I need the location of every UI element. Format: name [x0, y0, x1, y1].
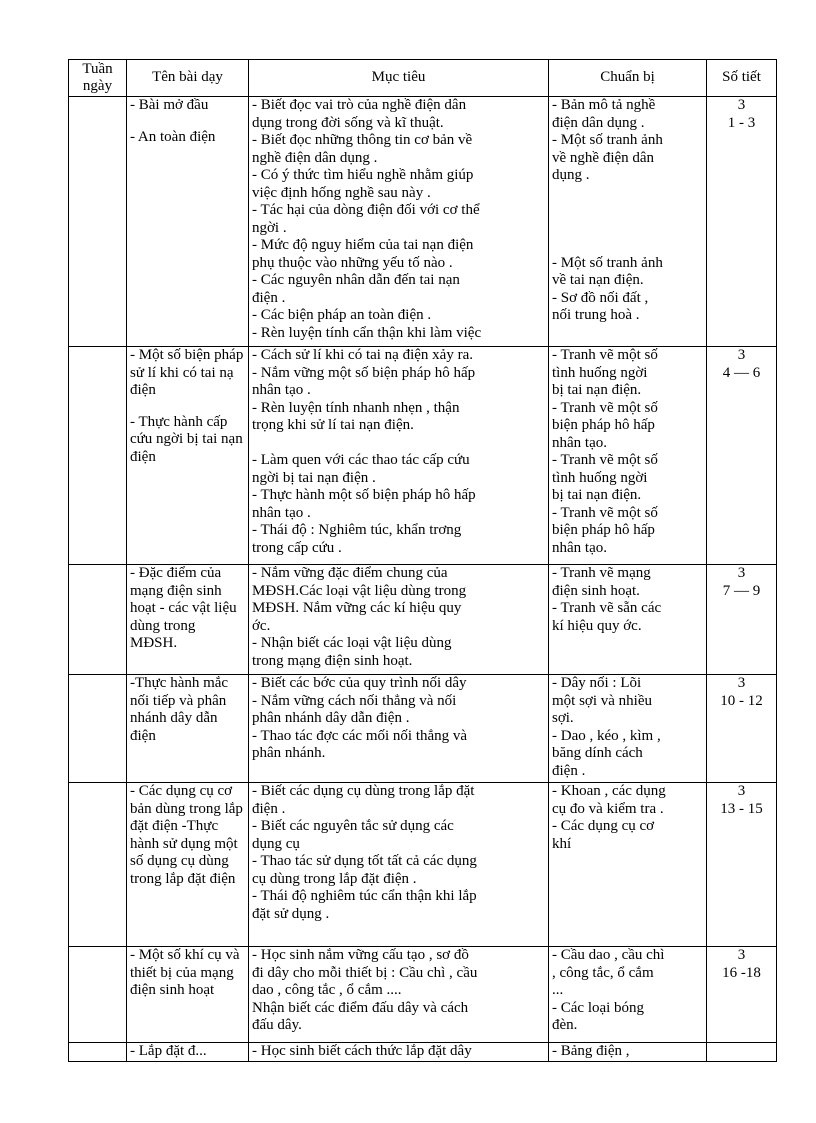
week-cell	[69, 97, 127, 347]
preparation-line: sợi.	[552, 710, 574, 726]
objective-line: - Các nguyên nhân dẫn đến tai nạn	[252, 272, 460, 288]
objective-line: nghề điện dân dụng .	[252, 149, 378, 166]
objective-line: phụ thuộc vào những yếu tố nào .	[252, 254, 453, 271]
objective-line: MĐSH.Các loại vật liệu dùng trong	[252, 582, 467, 599]
preparation-line: - Bản mô tả nghề	[552, 97, 656, 113]
preparation-line: đèn.	[552, 1017, 578, 1033]
preparation-line: - Các dụng cụ cơ	[552, 818, 655, 834]
lesson-cell	[127, 97, 249, 347]
preparation-line: biện pháp hô hấp	[552, 417, 655, 433]
preparation-cell	[549, 565, 707, 675]
lesson-cell	[127, 347, 249, 565]
period-range: 1 - 3	[727, 114, 756, 131]
objective-line: - Học sinh biết cách thức lắp đặt dây	[252, 1043, 472, 1059]
objective-line: - Biết đọc những thông tin cơ bản về	[252, 132, 473, 148]
preparation-line: - Dao , kéo , kìm ,	[552, 727, 661, 744]
objective-line: - Các biện pháp an toàn điện .	[252, 307, 432, 323]
objective-line: dụng cụ	[252, 835, 300, 852]
lesson-plan-table	[68, 59, 777, 1062]
objective-line: - Nắm vững một số biện pháp hô hấp	[252, 364, 476, 381]
preparation-line: - Cầu dao , cầu chì	[552, 947, 665, 963]
preparation-line: - Tranh vẽ sẵn các	[552, 600, 662, 616]
table-row	[69, 783, 777, 947]
preparation-cell	[549, 1043, 707, 1062]
objectives-cell	[249, 675, 549, 783]
preparation-line: nhân tạo.	[552, 539, 607, 556]
preparation-line: bị tai nạn điện.	[552, 382, 642, 398]
table-body	[69, 97, 777, 1062]
preparation-line: một sợi và nhiều	[552, 692, 653, 709]
preparation-line: - Bảng điện ,	[552, 1043, 630, 1059]
preparation-cell	[549, 783, 707, 947]
period-range: 4 — 6	[722, 364, 761, 381]
objective-line: - Thao tác đợc các mối nối thẳng và	[252, 727, 468, 744]
preparation-line: điện .	[552, 762, 586, 779]
preparation-line: khí	[552, 835, 572, 852]
period-count: 3	[737, 783, 746, 799]
week-cell	[69, 565, 127, 675]
objective-line: - Rèn luyện tính nhanh nhẹn , thận	[252, 399, 460, 416]
lesson-title: - Đặc điểm của mạng điện sinh hoạt - các vật liệu dùng trong MĐSH.	[130, 565, 237, 651]
periods-cell	[707, 347, 777, 565]
objective-line: trong cấp cứu .	[252, 539, 342, 556]
objective-line: ngời bị tai nạn điện .	[252, 469, 376, 486]
objective-line: nhân tạo .	[252, 382, 311, 398]
lesson-cell	[127, 1043, 249, 1062]
objective-line: đi dây cho mỗi thiết bị : Cầu chì , cầu	[252, 964, 478, 981]
objective-line: - Biết các bớc của quy trình nối dây	[252, 675, 467, 691]
preparation-line: - Tranh vẽ mạng	[552, 565, 651, 581]
preparation-cell	[549, 97, 707, 347]
preparation-line: tình huống ngời	[552, 364, 648, 381]
objective-line: - Mức độ nguy hiểm của tai nạn điện	[252, 237, 474, 253]
objective-line: dụng trong đời sống và kĩ thuật.	[252, 114, 444, 131]
lesson-cell	[127, 565, 249, 675]
week-cell	[69, 347, 127, 565]
objective-line: Nhận biết các điểm đấu dây và cách	[252, 999, 469, 1016]
table-row	[69, 565, 777, 675]
objective-line: điện .	[252, 289, 286, 306]
objectives-cell	[249, 565, 549, 675]
objective-line: - Biết các dụng cụ dùng trong lắp đặt	[252, 783, 475, 799]
lesson-title: - Các dụng cụ cơ bản dùng trong lắp đặt điện -Thực hành sử dụng một số dụng cụ dùng trong lắp đặt điện	[130, 783, 243, 887]
lesson-title: - Lắp đặt đ...	[130, 1043, 207, 1059]
table-row	[69, 1043, 777, 1062]
objective-line: - Nhận biết các loại vật liệu dùng	[252, 635, 452, 651]
preparation-line: nhân tạo.	[552, 434, 607, 451]
blank-line	[252, 435, 545, 453]
objective-line: - Rèn luyện tính cẩn thận khi làm việc	[252, 324, 482, 341]
lesson-title: -Thực hành mắc nối tiếp và phân nhánh dây dẫn điện	[130, 675, 229, 744]
objective-line: - Học sinh nắm vững cấu tạo , sơ đồ	[252, 947, 469, 963]
period-range: 7 — 9	[722, 582, 761, 599]
objective-line: - Cách sử lí khi có tai nạ điện xảy ra.	[252, 347, 473, 363]
objective-line: - Biết các nguyên tắc sử dụng các	[252, 818, 454, 834]
objective-line: đấu dây.	[252, 1017, 302, 1033]
period-count: 3	[737, 565, 746, 581]
week-cell	[69, 947, 127, 1043]
objective-line: - Biết đọc vai trò của nghề điện dân	[252, 97, 467, 113]
table-row	[69, 97, 777, 347]
lesson-title: - Thực hành cấp cứu ngời bị tai nạn điện	[130, 413, 243, 465]
week-cell	[69, 1043, 127, 1062]
objective-line: điện .	[252, 800, 286, 817]
objective-line: - Làm quen với các thao tác cấp cứu	[252, 452, 470, 468]
objective-line: phân nhánh dây dẫn điện .	[252, 710, 410, 726]
preparation-line: về nghề điện dân	[552, 149, 655, 166]
objectives-cell	[249, 1043, 549, 1062]
periods-cell	[707, 97, 777, 347]
lesson-cell	[127, 675, 249, 783]
objective-line: việc định hống nghề sau này .	[252, 184, 431, 201]
preparation-line: dụng .	[552, 167, 590, 183]
preparation-line: - Tranh vẽ một số	[552, 347, 658, 363]
periods-cell	[707, 947, 777, 1043]
objective-line: - Thao tác sử dụng tốt tất cả các dụng	[252, 853, 477, 869]
objective-line: dao , công tắc , ổ cắm ....	[252, 982, 402, 998]
preparation-line: băng dính cách	[552, 745, 643, 761]
preparation-line: - Sơ đồ nối đất ,	[552, 289, 649, 306]
preparation-line: tình huống ngời	[552, 469, 648, 486]
periods-cell	[707, 1043, 777, 1062]
preparation-line: biện pháp hô hấp	[552, 522, 655, 538]
lesson-cell	[127, 947, 249, 1043]
objective-line: cụ dùng trong lắp đặt điện .	[252, 870, 417, 887]
blank-line	[552, 237, 703, 255]
period-count: 3	[737, 97, 746, 113]
lesson-title: - Bài mở đầu	[130, 97, 209, 113]
period-count: 3	[737, 347, 746, 363]
preparation-line: nối trung hoà .	[552, 307, 640, 323]
objectives-cell	[249, 97, 549, 347]
objective-line: - Thái độ nghiêm túc cẩn thận khi lắp	[252, 888, 477, 904]
preparation-line: - Khoan , các dụng	[552, 783, 666, 799]
period-range: 13 - 15	[720, 800, 763, 817]
preparation-line: - Các loại bóng	[552, 999, 645, 1016]
preparation-cell	[549, 675, 707, 783]
objective-line: ớc.	[252, 617, 271, 634]
lesson-title: - Một số khí cụ và thiết bị của mạng điện sinh hoạt	[130, 947, 240, 998]
objectives-cell	[249, 783, 549, 947]
periods-cell	[707, 783, 777, 947]
objective-line: - Tác hại của dòng điện đối với cơ thể	[252, 202, 480, 218]
header-periods: Số tiết	[707, 60, 777, 97]
objective-line: - Có ý thức tìm hiểu nghề nhằm giúp	[252, 167, 474, 183]
preparation-line: điện sinh hoạt.	[552, 582, 640, 599]
period-count: 3	[737, 675, 746, 691]
blank-line	[552, 185, 703, 203]
objective-line: - Nắm vững cách nối thẳng và nối	[252, 692, 457, 709]
objective-line: trong mạng điện sinh hoạt.	[252, 652, 413, 669]
preparation-line: kí hiệu quy ớc.	[552, 617, 642, 634]
header-week: Tuần ngày	[69, 60, 127, 97]
objective-line: nhân tạo .	[252, 504, 311, 521]
table-row	[69, 947, 777, 1043]
preparation-line: cụ đo và kiểm tra .	[552, 800, 664, 817]
preparation-line: bị tai nạn điện.	[552, 487, 642, 503]
lesson-cell	[127, 783, 249, 947]
preparation-cell	[549, 947, 707, 1043]
week-cell	[69, 675, 127, 783]
preparation-line: - Một số tranh ảnh	[552, 132, 663, 148]
table-row	[69, 675, 777, 783]
header-objectives: Mục tiêu	[249, 60, 549, 97]
preparation-line: - Tranh vẽ một số	[552, 399, 658, 416]
header-preparation: Chuẩn bị	[549, 60, 707, 97]
header-lesson: Tên bài dạy	[127, 60, 249, 97]
objective-line: MĐSH. Nắm vững các kí hiệu quy	[252, 600, 462, 616]
preparation-line: về tai nạn điện.	[552, 272, 644, 288]
objectives-cell	[249, 347, 549, 565]
preparation-line: điện dân dụng .	[552, 114, 645, 131]
objective-line: trọng khi sử lí tai nạn điện.	[252, 417, 414, 433]
period-range: 10 - 12	[720, 692, 763, 709]
header-row	[69, 60, 777, 97]
objective-line: phân nhánh.	[252, 745, 326, 761]
periods-cell	[707, 565, 777, 675]
objective-line: ngời .	[252, 219, 287, 236]
blank-line	[552, 220, 703, 238]
lesson-title: - Một số biện pháp sử lí khi có tai nạ điện	[130, 347, 244, 398]
preparation-line: - Tranh vẽ một số	[552, 452, 658, 468]
objectives-cell	[249, 947, 549, 1043]
preparation-line: ...	[552, 982, 564, 998]
preparation-line: - Dây nối : Lõi	[552, 675, 642, 691]
objective-line: - Nắm vững đặc điểm chung của	[252, 565, 448, 581]
week-cell	[69, 783, 127, 947]
period-range: 16 -18	[722, 964, 761, 981]
blank-line	[552, 202, 703, 220]
periods-cell	[707, 675, 777, 783]
preparation-cell	[549, 347, 707, 565]
objective-line: - Thực hành một số biện pháp hô hấp	[252, 487, 476, 503]
lesson-title: - An toàn điện	[130, 128, 216, 145]
preparation-line: - Tranh vẽ một số	[552, 504, 658, 521]
preparation-line: - Một số tranh ảnh	[552, 254, 663, 271]
period-count: 3	[737, 947, 746, 963]
objective-line: - Thái độ : Nghiêm túc, khẩn trơng	[252, 522, 462, 538]
preparation-line: , công tắc, ổ cắm	[552, 964, 654, 981]
objective-line: đặt sử dụng .	[252, 905, 330, 922]
table-row	[69, 347, 777, 565]
